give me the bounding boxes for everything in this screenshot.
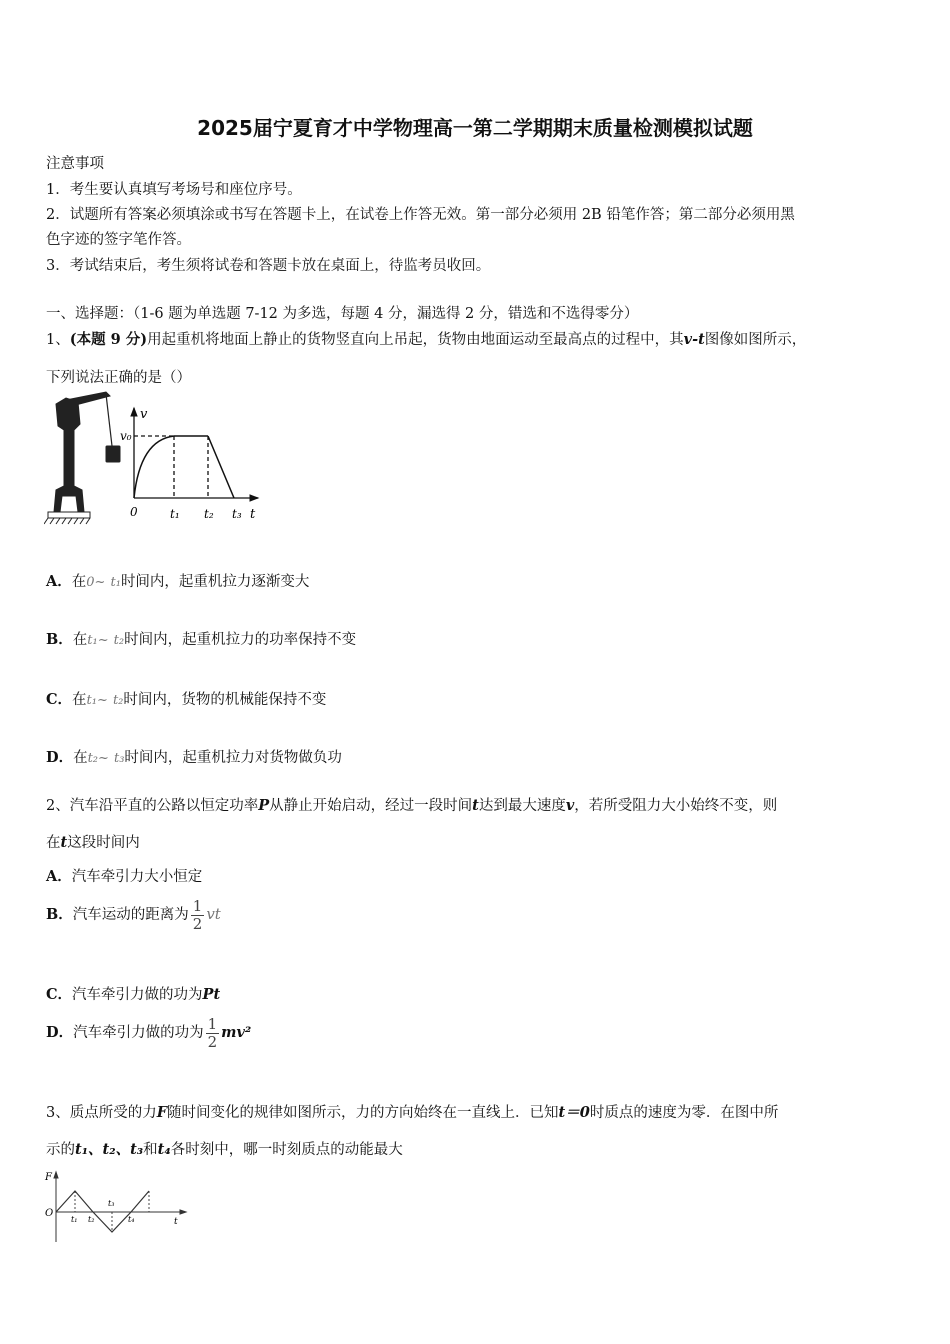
vt-graph [131,408,258,501]
q1-option-c-text: 时间内，货物的机械能保持不变 [123,692,327,708]
ft-t-label: t [174,1217,178,1227]
q1-option-c[interactable] [46,688,326,709]
vt-t-label: t [250,507,256,522]
ft-t1-label: t₁ [71,1215,78,1224]
ft-t4-label: t₄ [128,1215,135,1224]
q2-P: P [258,797,270,814]
q1-option-d-letter: D． [46,749,74,766]
q2-option-d-text: 汽车牵引力做的功为 [73,1025,204,1041]
q2-option-b-letter: B． [46,906,73,923]
q2-v: v [565,797,575,814]
q2-number: 2、 [46,798,70,814]
q1-option-c-pre: 在 [72,692,87,708]
q3-t0: t＝0 [558,1104,590,1121]
q3-number: 3、 [46,1105,70,1121]
q2-stem-f: 这段时间内 [67,835,140,851]
q1-option-c-from: t₁~ [86,693,108,708]
q3-t4: t₄ [157,1141,171,1158]
q3-and: 和 [143,1142,158,1158]
q1-option-d-pre: 在 [73,750,88,766]
notice-item-3: 3．考试结束后，考生须将试卷和答题卡放在桌面上，待监考员收回。 [46,258,491,274]
q2-option-a-text: 汽车牵引力大小恒定 [71,869,203,885]
q2-stem-b: 从静止开始启动，经过一段时间 [269,798,473,814]
notice-item-2: 2．试题所有答案必须填涂或书写在答题卡上，在试卷上作答无效。第一部分必须用 2B 铅笔作答；第二部分必须用黑 [46,207,795,223]
q1-option-b-letter: B． [46,631,73,648]
q1-stem-a: 用起重机将地面上静止的货物竖直向上吊起，货物由地面运动至最高点的过程中，其 [147,332,684,348]
q1-option-d-text: 时间内，起重机拉力对货物做负功 [124,750,342,766]
q1-option-a-text: 时间内，起重机拉力逐渐变大 [120,574,310,590]
q3-stem-a: 质点所受的力 [69,1105,157,1121]
q1-number: 1、 [46,332,70,348]
exam-title: 2025届宁夏育才中学物理高一第二学期期末质量检测模拟试题 [197,116,753,140]
q2-stem-line1 [46,794,777,815]
q2-option-d-den: 2 [207,1032,218,1051]
q3-stem-c: 时质点的速度为零．在图中所 [589,1105,779,1121]
ft-t2-label: t₂ [88,1215,95,1224]
q1-option-b-pre: 在 [72,632,88,648]
q2-t-2: t [60,834,68,851]
q1-option-c-letter: C． [46,691,73,708]
vt-t2-label: t₂ [204,507,214,521]
q3-F: F [156,1104,168,1121]
vt-v0-label: v₀ [120,429,132,443]
q1-figure [44,390,274,530]
q1-stem-b: 图像如图所示， [704,332,807,348]
q2-option-b-num: 1 [192,897,203,915]
q3-stem-e: 各时刻中，哪一时刻质点的动能最大 [170,1142,403,1158]
q2-stem-e: 在 [46,835,61,851]
q2-option-c-text: 汽车牵引力做的功为 [72,987,203,1003]
q2-stem-a: 汽车沿平直的公路以恒定功率 [69,798,259,814]
q3-figure [42,1166,192,1246]
q2-option-b[interactable] [46,898,221,932]
q2-option-c[interactable] [46,983,220,1004]
ft-O-label: O [45,1208,54,1219]
q2-option-d-letter: D． [46,1024,74,1041]
q2-option-a[interactable] [46,865,202,886]
crane-illustration [44,392,120,524]
q1-stem-line1 [46,328,806,349]
section-heading: 一、选择题：（1-6 题为单选题 7-12 为多选，每题 4 分，漏选得 2 分，错选和不选得零分） [46,306,639,322]
q2-option-d-tail: mv² [221,1024,252,1041]
q1-option-c-to: t₂ [112,693,124,708]
q1-option-a-letter: A． [46,573,72,590]
q2-stem-d: ，若所受阻力大小始终不变，则 [574,798,778,814]
q1-option-a-to: t₁ [110,575,121,590]
vt-origin-label: 0 [130,505,138,519]
q2-option-a-letter: A． [46,868,72,885]
q2-option-b-den: 2 [192,914,203,933]
q3-stem-d: 示的 [46,1142,75,1158]
q2-option-c-tail: Pt [202,986,221,1003]
q2-t: t [472,797,479,814]
q1-points: (本题 9 分) [69,331,148,348]
q1-option-a[interactable] [46,570,309,591]
q1-option-d[interactable] [46,746,342,767]
q2-option-c-letter: C． [46,986,73,1003]
q1-option-b[interactable] [46,628,356,649]
q2-option-d-fraction [206,1016,220,1050]
vt-t3-label: t₃ [232,507,242,521]
notice-item-1: 1．考生要认真填写考场号和座位序号。 [46,182,302,198]
q1-stem-line2: 下列说法正确的是（） [46,370,191,386]
q2-option-d-num: 1 [207,1015,218,1033]
q2-option-b-tail: vt [206,905,221,923]
ft-F-label: F [45,1172,52,1183]
q3-times: t₁、t₂、t₃ [75,1141,144,1158]
q1-vt: v-t [683,331,705,348]
q2-stem-line2 [46,831,140,852]
q1-option-b-text: 时间内，起重机拉力的功率保持不变 [124,632,357,648]
q1-option-a-pre: 在 [71,574,87,590]
q3-stem-b: 随时间变化的规律如图所示，力的方向始终在一直线上．已知 [167,1105,559,1121]
q2-stem-c: 达到最大速度 [478,798,566,814]
notice-item-2-cont: 色字迹的签字笔作答。 [46,232,191,248]
q1-option-b-from: t₁~ [87,633,109,648]
q1-option-d-to: t₃ [113,751,125,766]
ft-t3-label: t₃ [108,1199,115,1208]
q3-stem-line2 [46,1138,403,1159]
q2-option-d[interactable] [46,1016,251,1050]
q2-option-b-fraction [191,898,205,932]
vt-t1-label: t₁ [170,507,180,521]
q1-option-d-from: t₂~ [87,751,109,766]
q3-stem-line1 [46,1101,778,1122]
vt-v-label: v [140,407,148,422]
q1-option-a-from: 0~ [86,575,106,590]
q1-option-b-to: t₂ [113,633,125,648]
notice-heading: 注意事项 [46,156,104,172]
q2-option-b-text: 汽车运动的距离为 [72,907,189,923]
